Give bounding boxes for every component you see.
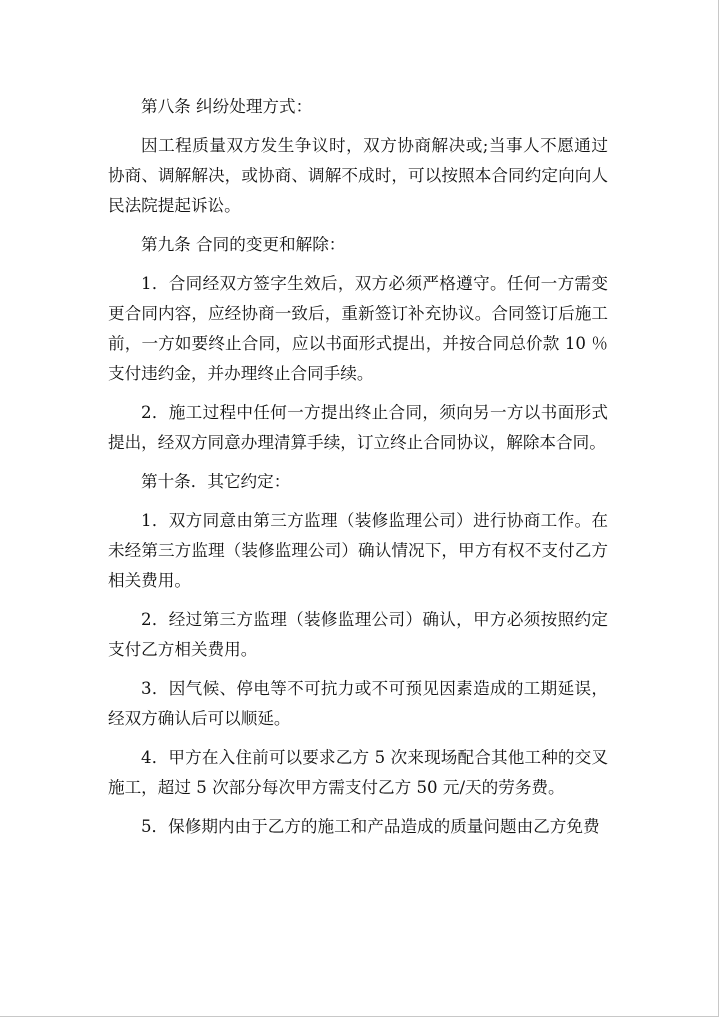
article-10-clause-3: 3．因气候、停电等不可抗力或不可预见因素造成的工期延误，经双方确认后可以顺延。 xyxy=(108,679,608,728)
article-9-clause-1: 1．合同经双方签字生效后，双方必须严格遵守。任何一方需变更合同内容，应经协商一致后，重新签订补充协议。合同签订后施工前，一方如要终止合同，应以书面形式提出，并按合同总价款 10 ％支付违约金，并办理终止合同手续。 xyxy=(108,274,608,383)
article-10-heading: 第十条．其它约定： xyxy=(141,472,291,491)
article-9-clause-2: 2．施工过程中任何一方提出终止合同，须向另一方以书面形式提出，经双方同意办理清算手续，订立终止合同协议，解除本合同。 xyxy=(108,403,608,452)
article-10-clause-2: 2．经过第三方监理（装修监理公司）确认，甲方必须按照约定支付乙方相关费用。 xyxy=(108,610,608,659)
article-10-clause-1: 1．双方同意由第三方监理（装修监理公司）进行协商工作。在未经第三方监理（装修监理公司）确认情况下，甲方有权不支付乙方相关费用。 xyxy=(108,511,608,590)
document-body xyxy=(108,92,608,851)
article-10-clause-5: 5．保修期内由于乙方的施工和产品造成的质量问题由乙方免费 xyxy=(141,817,600,836)
article-8-text: 因工程质量双方发生争议时，双方协商解决或;当事人不愿通过协商、调解解决，或协商、调解不成时，可以按照本合同约定向向人民法院提起诉讼。 xyxy=(108,136,608,215)
article-8-heading: 第八条 纠纷处理方式： xyxy=(141,97,313,116)
article-10-clause-4: 4．甲方在入住前可以要求乙方 5 次来现场配合其他工种的交叉施工，超过 5 次部分每次甲方需支付乙方 50 元/天的劳务费。 xyxy=(108,748,608,797)
article-9-heading: 第九条 合同的变更和解除： xyxy=(141,235,346,254)
